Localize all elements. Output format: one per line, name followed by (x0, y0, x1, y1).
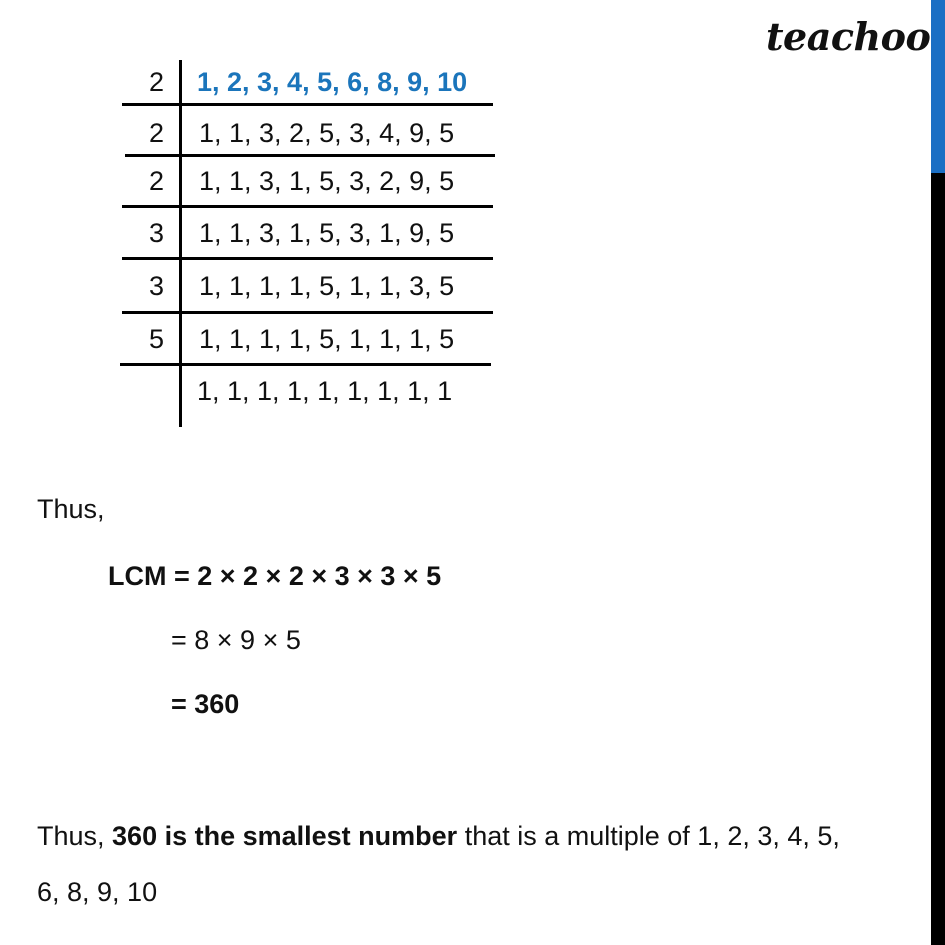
teachoo-logo: teachoo (766, 14, 931, 59)
row-divider (122, 103, 493, 106)
divisor: 5 (148, 324, 164, 354)
side-dark-bar (931, 173, 945, 945)
side-accent-bar (931, 0, 945, 173)
conclusion-line-2: 6, 8, 9, 10 (37, 877, 158, 907)
thus-label: Thus, (37, 494, 105, 524)
dividends-row: 1, 1, 1, 1, 5, 1, 1, 1, 5 (199, 324, 455, 354)
lcm-step: = 8 × 9 × 5 (171, 625, 301, 655)
row-divider (125, 154, 495, 157)
dividends-row: 1, 1, 3, 1, 5, 3, 2, 9, 5 (199, 166, 455, 196)
conclusion-line-1 (37, 820, 840, 852)
divisor: 2 (148, 67, 164, 97)
row-divider (122, 311, 493, 314)
conclusion-prefix: Thus, (37, 821, 113, 851)
dividends-row: 1, 1, 3, 1, 5, 3, 1, 9, 5 (199, 218, 455, 248)
row-divider (122, 257, 493, 260)
dividends-row: 1, 1, 1, 1, 5, 1, 1, 3, 5 (199, 271, 455, 301)
divisor: 3 (148, 271, 164, 301)
dividends-row: 1, 2, 3, 4, 5, 6, 8, 9, 10 (197, 67, 468, 97)
dividends-row: 1, 1, 1, 1, 1, 1, 1, 1, 1 (197, 376, 453, 406)
dividends-row: 1, 1, 3, 2, 5, 3, 4, 9, 5 (199, 118, 455, 148)
lcm-expression: LCM = 2 × 2 × 2 × 3 × 3 × 5 (108, 561, 442, 591)
table-vertical-divider (179, 60, 182, 427)
lcm-result: = 360 (171, 689, 240, 719)
row-divider (122, 205, 493, 208)
row-divider (120, 363, 491, 366)
conclusion-bold: 360 is the smallest number (112, 821, 458, 851)
divisor: 2 (148, 118, 164, 148)
divisor: 3 (148, 218, 164, 248)
divisor: 2 (148, 166, 164, 196)
conclusion-rest: that is a multiple of 1, 2, 3, 4, 5, (457, 821, 840, 851)
